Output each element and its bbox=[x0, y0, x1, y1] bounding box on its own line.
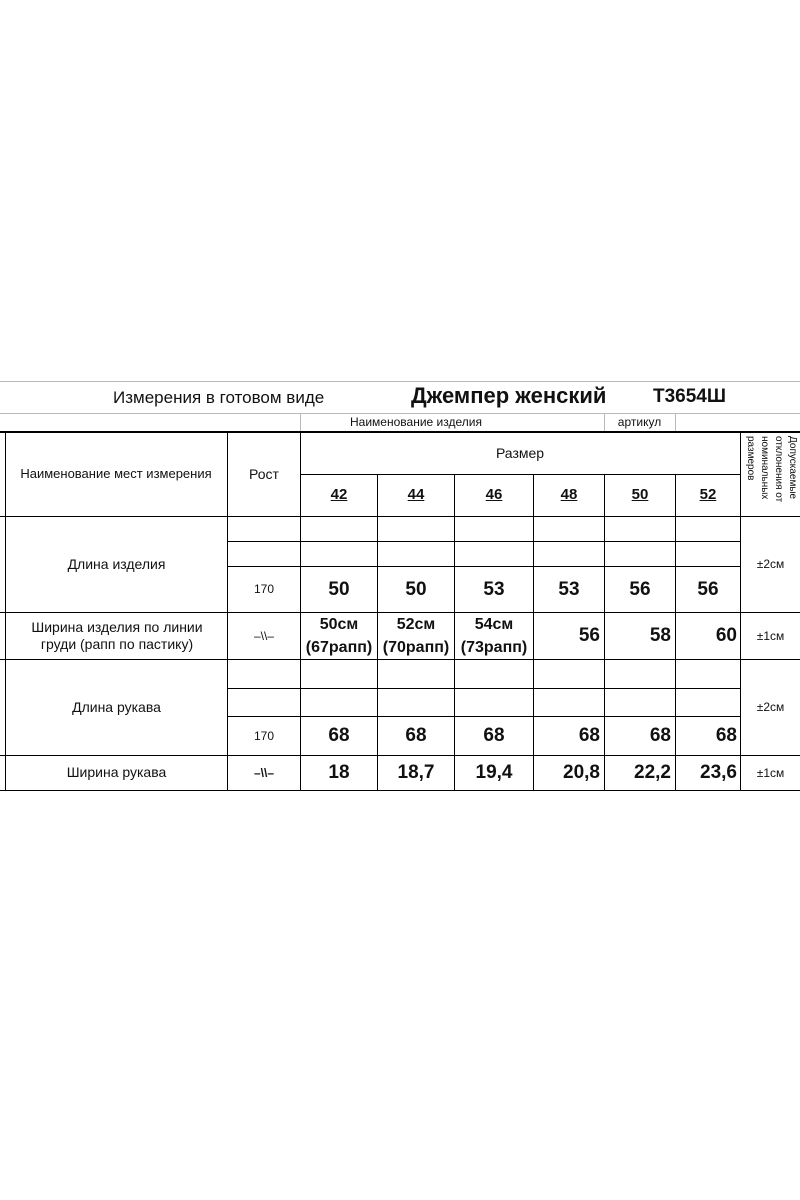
size-44: 44 bbox=[407, 486, 425, 504]
row-chest-42: 50см (67рапп) bbox=[305, 615, 373, 656]
row-length-44: 50 bbox=[405, 578, 427, 600]
height-header: Рост bbox=[249, 465, 279, 482]
row-sleeve-length-42: 68 bbox=[328, 725, 350, 747]
row-sleeve-length-50: 68 bbox=[649, 725, 671, 747]
row-length-height: 170 bbox=[253, 582, 275, 596]
row-length-48: 53 bbox=[558, 578, 580, 600]
line-r1-a bbox=[228, 541, 740, 542]
size-header: Размер bbox=[495, 444, 545, 461]
row-sleeve-width-tolerance: ±1см bbox=[756, 765, 785, 780]
row-sleeve-length-46: 68 bbox=[483, 725, 505, 747]
row-sleeve-width-46: 19,4 bbox=[475, 762, 513, 784]
row-sleeve-width-44: 18,7 bbox=[397, 762, 435, 784]
row-chest-52: 60 bbox=[715, 625, 737, 647]
line-bottom bbox=[0, 790, 800, 791]
row-chest-48: 56 bbox=[578, 625, 600, 647]
row-sleeve-length-44: 68 bbox=[405, 725, 427, 747]
row-sleeve-length-name: Длина рукава bbox=[72, 698, 161, 715]
row-sleeve-length-tolerance: ±2см bbox=[756, 700, 785, 714]
row-chest-height: –\\– bbox=[253, 628, 274, 643]
measure-place-header: Наименование мест измерения bbox=[20, 466, 212, 482]
row-chest-name: Ширина изделия по линии груди (рапп по пастику) bbox=[31, 618, 203, 652]
size-52: 52 bbox=[699, 486, 717, 504]
row-sleeve-width-52: 23,6 bbox=[700, 762, 737, 784]
tolerance-header-2: отклонения от bbox=[773, 436, 784, 503]
tolerance-header-4: размеров bbox=[745, 436, 756, 481]
tolerance-header-3: номинальных bbox=[759, 436, 770, 500]
product-name-caption: Наименование изделия bbox=[350, 415, 482, 429]
line-top bbox=[0, 381, 800, 382]
line-r3-a bbox=[228, 688, 740, 689]
size-48: 48 bbox=[560, 486, 578, 504]
row-sleeve-width-50: 22,2 bbox=[634, 762, 671, 784]
row-length-name: Длина изделия bbox=[67, 555, 166, 572]
row-length-tolerance: ±2см bbox=[756, 557, 785, 571]
row-length-50: 56 bbox=[629, 578, 651, 600]
row-length-52: 56 bbox=[697, 578, 719, 600]
row-sleeve-length-48: 68 bbox=[578, 725, 600, 747]
row-sleeve-length-52: 68 bbox=[715, 725, 737, 747]
article-number: Т3654Ш bbox=[653, 386, 726, 407]
row-chest-50: 58 bbox=[649, 625, 671, 647]
tolerance-header-1: Допускаемые bbox=[787, 436, 798, 500]
row-sleeve-width-48: 20,8 bbox=[563, 762, 600, 784]
product-name: Джемпер женский bbox=[411, 383, 607, 408]
size-46: 46 bbox=[485, 486, 503, 504]
row-sleeve-width-name: Ширина рукава bbox=[66, 764, 167, 781]
size-42: 42 bbox=[330, 486, 348, 504]
article-caption: артикул bbox=[617, 415, 662, 429]
row-length-42: 50 bbox=[328, 578, 350, 600]
size-50: 50 bbox=[631, 486, 649, 504]
page-subtitle: Измерения в готовом виде bbox=[113, 388, 325, 407]
row-sleeve-width-42: 18 bbox=[328, 762, 350, 784]
line-cap-v3 bbox=[675, 413, 676, 431]
row-sleeve-width-height: –\\– bbox=[253, 765, 274, 780]
row-length-46: 53 bbox=[483, 578, 505, 600]
row-chest-46: 54см (73рапп) bbox=[460, 615, 528, 656]
row-sleeve-length-height: 170 bbox=[253, 728, 275, 743]
row-chest-44: 52см (70рапп) bbox=[382, 615, 450, 656]
row-chest-tolerance: ±1см bbox=[756, 628, 785, 643]
